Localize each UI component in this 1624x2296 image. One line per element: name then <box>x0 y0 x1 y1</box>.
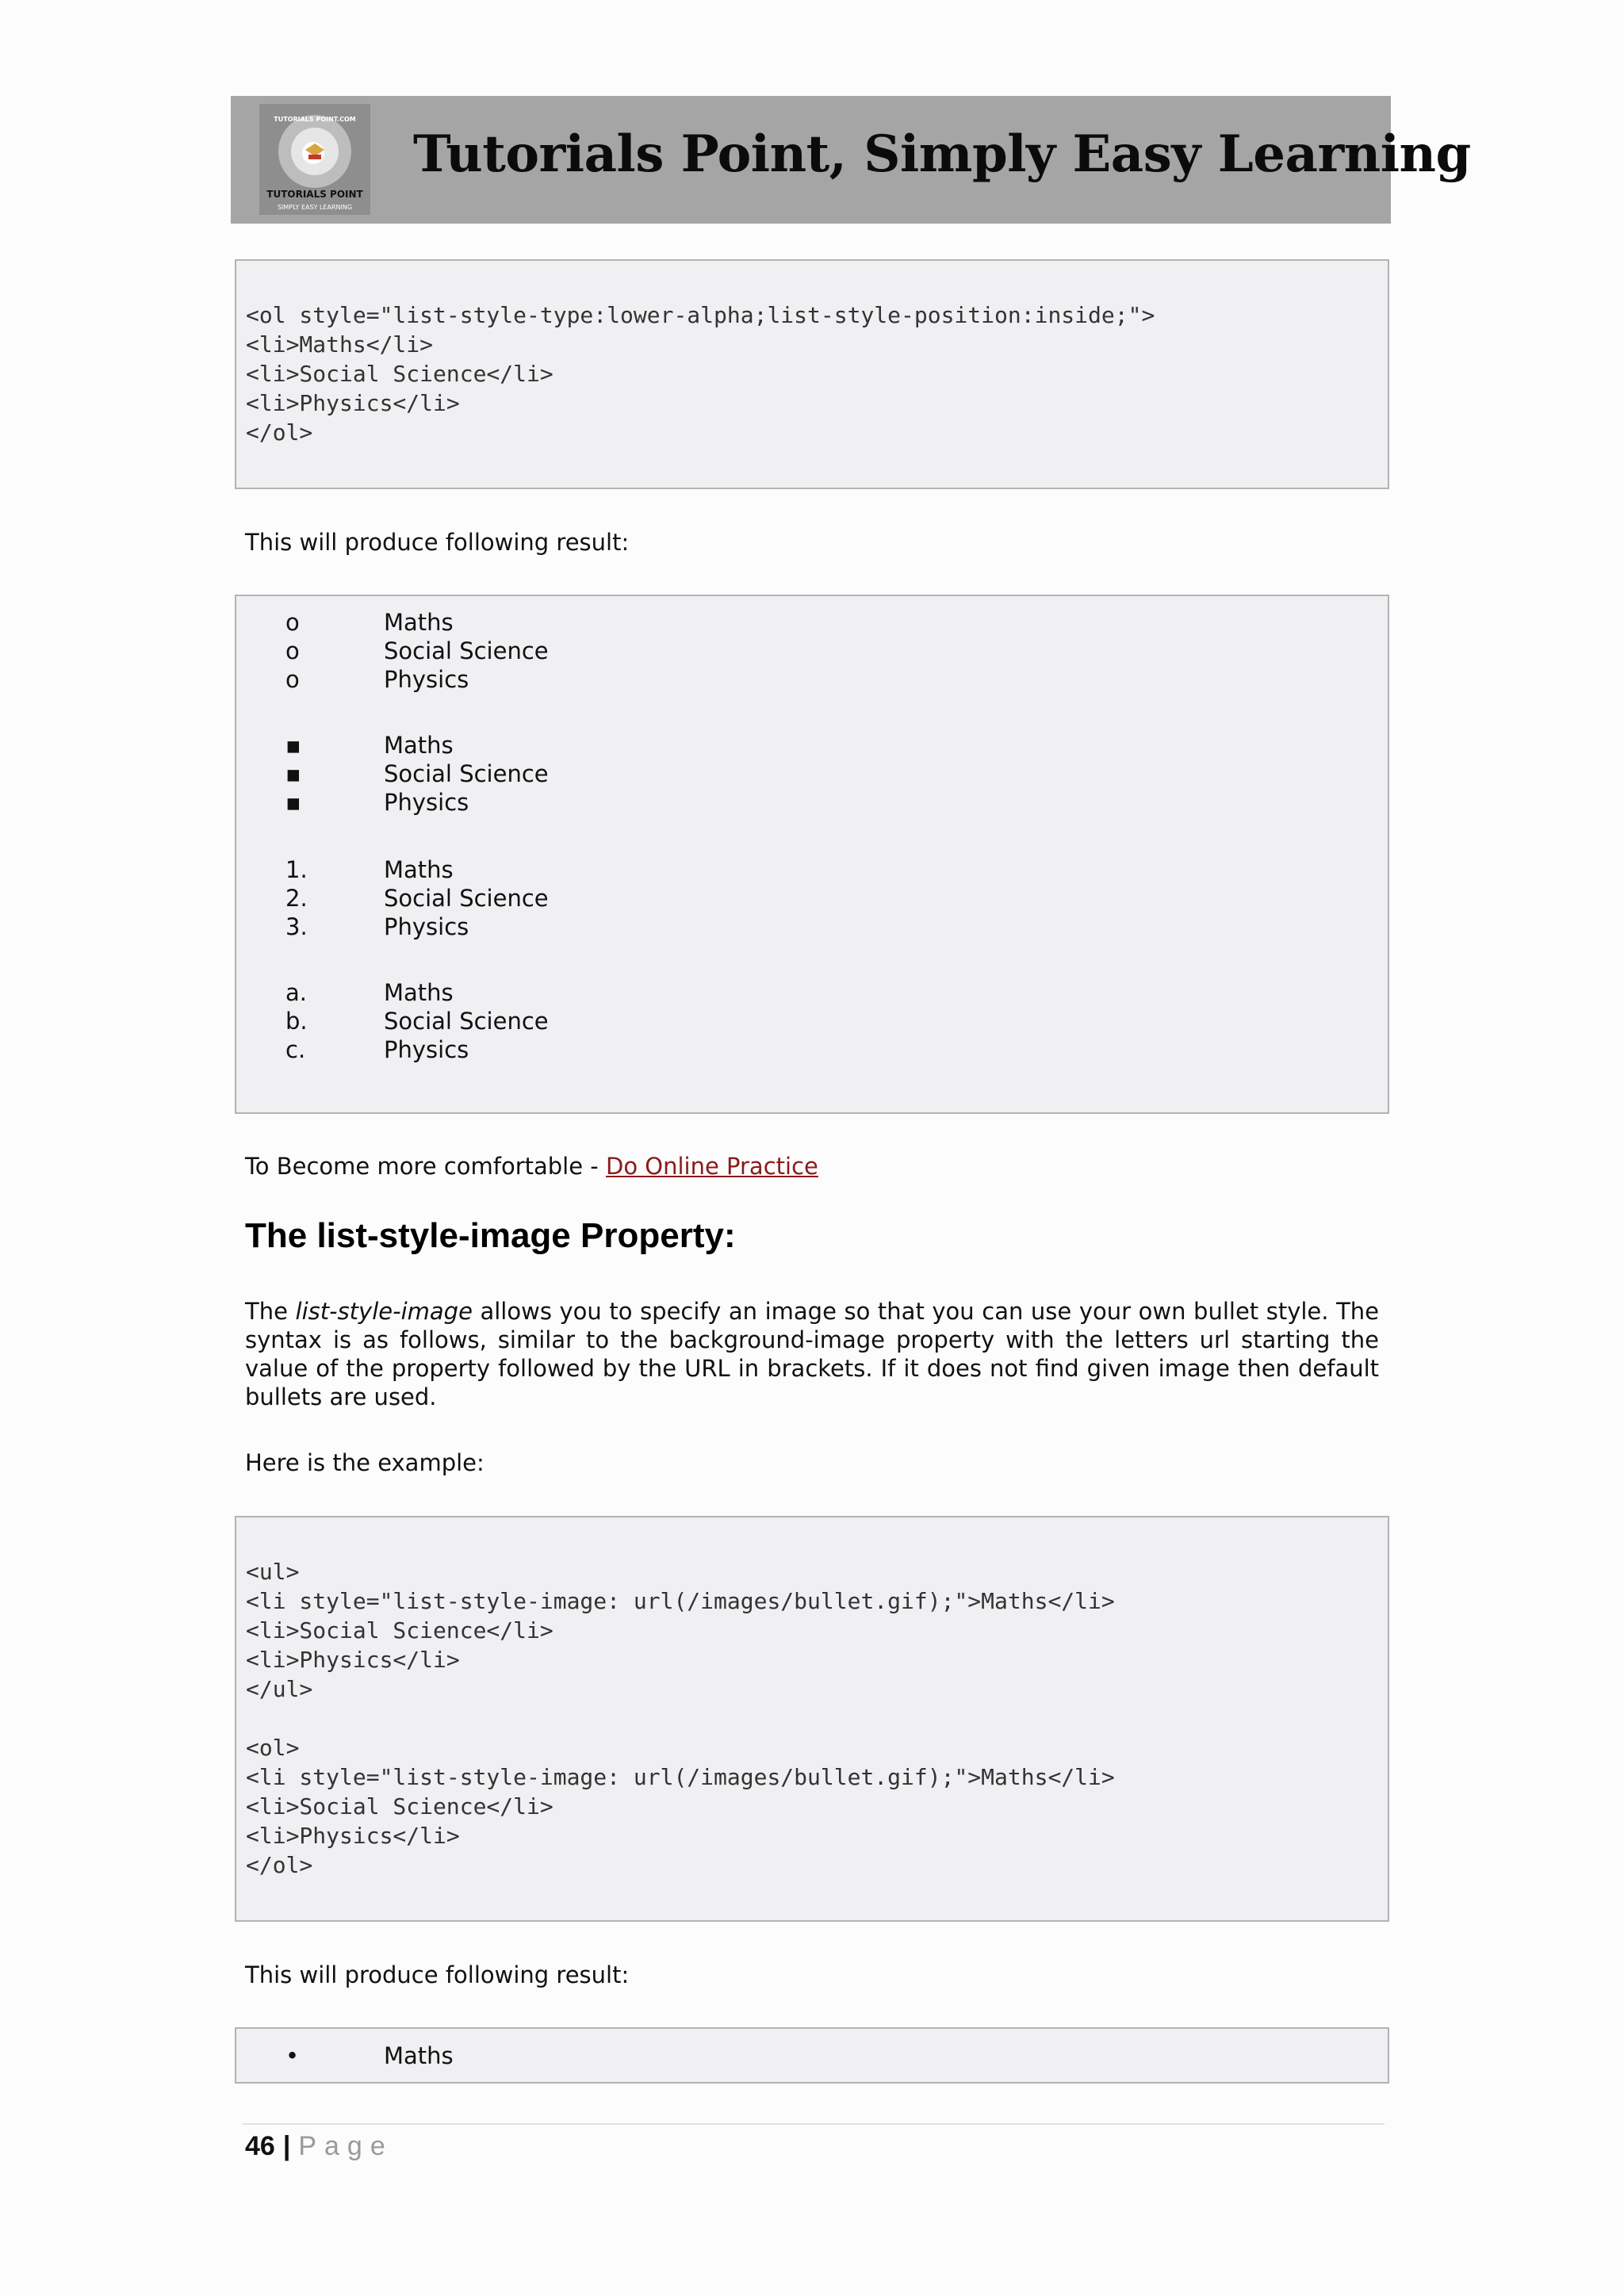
svg-text:TUTORIALS POINT.COM: TUTORIALS POINT.COM <box>274 116 356 123</box>
list-item-text: Maths <box>384 856 454 883</box>
practice-prefix: To Become more comfortable - <box>245 1153 606 1180</box>
practice-line <box>245 1152 1379 1181</box>
list-item <box>285 855 549 884</box>
number-marker: 2. <box>285 885 308 912</box>
code-line: <ol> <box>246 1735 300 1761</box>
code-text <box>246 300 1155 447</box>
code-line: <ul> <box>246 1559 300 1585</box>
code-line: <li style="list-style-image: url(/images/bullet.gif);">Maths</li> <box>246 1588 1115 1614</box>
code-line: <li>Physics</li> <box>246 390 460 416</box>
description-term: list-style-image <box>295 1298 473 1325</box>
header-title: Tutorials Point, Simply Easy Learning <box>413 124 1471 184</box>
result-box-lists <box>235 595 1389 1114</box>
svg-text:TUTORIALS POINT: TUTORIALS POINT <box>266 189 363 200</box>
list-item <box>285 788 549 817</box>
list-item <box>285 884 549 913</box>
code-line: <li>Social Science</li> <box>246 361 553 387</box>
result-intro-text-2: This will produce following result: <box>245 1961 630 1988</box>
do-online-practice-link[interactable]: Do Online Practice <box>605 1153 818 1180</box>
list-item <box>285 608 549 637</box>
list-item-text: Social Science <box>384 885 549 912</box>
description-paragraph <box>245 1297 1379 1411</box>
lower-alpha-list <box>285 978 549 1064</box>
code-line: <li>Social Science</li> <box>246 1793 553 1820</box>
code-line: <li>Physics</li> <box>246 1823 460 1849</box>
square-bullet: ▪ <box>285 732 301 759</box>
circle-bullet: o <box>285 609 300 636</box>
letter-marker: c. <box>285 1036 306 1063</box>
result-box-image-list <box>235 2027 1389 2084</box>
square-bullet: ▪ <box>285 760 301 787</box>
circle-bullet: o <box>285 666 300 693</box>
list-item-text: Social Science <box>384 637 549 664</box>
circle-list <box>285 608 549 694</box>
list-item <box>285 637 549 665</box>
bullet-list <box>285 2042 454 2070</box>
page-header <box>231 96 1471 224</box>
svg-text:SIMPLY EASY LEARNING: SIMPLY EASY LEARNING <box>277 204 353 211</box>
letter-marker: a. <box>285 979 307 1006</box>
footer-divider <box>243 2123 1385 2125</box>
list-item <box>285 2042 454 2070</box>
list-item <box>285 731 549 760</box>
bullet-icon: • <box>285 2042 300 2069</box>
number-marker: 1. <box>285 856 308 883</box>
result-intro-text: This will produce following result: <box>245 529 630 556</box>
section-heading: The list-style-image Property: <box>245 1216 736 1255</box>
list-item <box>285 1007 549 1035</box>
footer-separator: | <box>282 2131 291 2161</box>
list-item-text: Physics <box>384 789 469 816</box>
code-line: <li>Maths</li> <box>246 331 434 358</box>
square-list <box>285 731 549 817</box>
page-number: 46 <box>245 2131 275 2161</box>
list-item-text: Maths <box>384 979 454 1006</box>
example-intro-text: Here is the example: <box>245 1449 485 1476</box>
list-item-text: Maths <box>384 609 454 636</box>
code-block-ordered-list <box>235 259 1389 489</box>
letter-marker: b. <box>285 1008 308 1035</box>
list-item <box>285 978 549 1007</box>
description-rest: allows you to specify an image so that you can use your own bullet style. The syntax is as follows, similar to the background-image property with the letters url starting the value of the property followed by the URL in brackets. If it does not find given image then default bullets are used. <box>245 1298 1379 1410</box>
number-marker: 3. <box>285 913 308 940</box>
code-line: <ol style="list-style-type:lower-alpha;list-style-position:inside;"> <box>246 302 1155 328</box>
list-item <box>285 760 549 788</box>
code-line: </ol> <box>246 419 313 446</box>
code-line: </ol> <box>246 1852 313 1878</box>
decimal-list <box>285 855 549 941</box>
list-item-text: Maths <box>384 732 454 759</box>
page-footer <box>245 2131 393 2162</box>
square-bullet: ▪ <box>285 789 301 816</box>
code-block-list-style-image <box>235 1516 1389 1922</box>
list-item-text: Physics <box>384 1036 469 1063</box>
code-line: <li>Social Science</li> <box>246 1617 553 1644</box>
list-item <box>285 665 549 694</box>
list-item <box>285 913 549 941</box>
list-item-text: Social Science <box>384 1008 549 1035</box>
list-item-text: Physics <box>384 913 469 940</box>
page-label: Page <box>298 2131 393 2161</box>
circle-bullet: o <box>285 637 300 664</box>
list-item <box>285 1035 549 1064</box>
code-line: <li>Physics</li> <box>246 1647 460 1673</box>
code-line: <li style="list-style-image: url(/images/bullet.gif);">Maths</li> <box>246 1764 1115 1790</box>
list-item-text: Physics <box>384 666 469 693</box>
list-item-text: Social Science <box>384 760 549 787</box>
list-item-text: Maths <box>384 2042 454 2069</box>
tutorials-point-logo <box>259 104 370 215</box>
code-line: </ul> <box>246 1676 313 1702</box>
description-start: The <box>245 1298 296 1325</box>
code-text <box>246 1557 1115 1880</box>
